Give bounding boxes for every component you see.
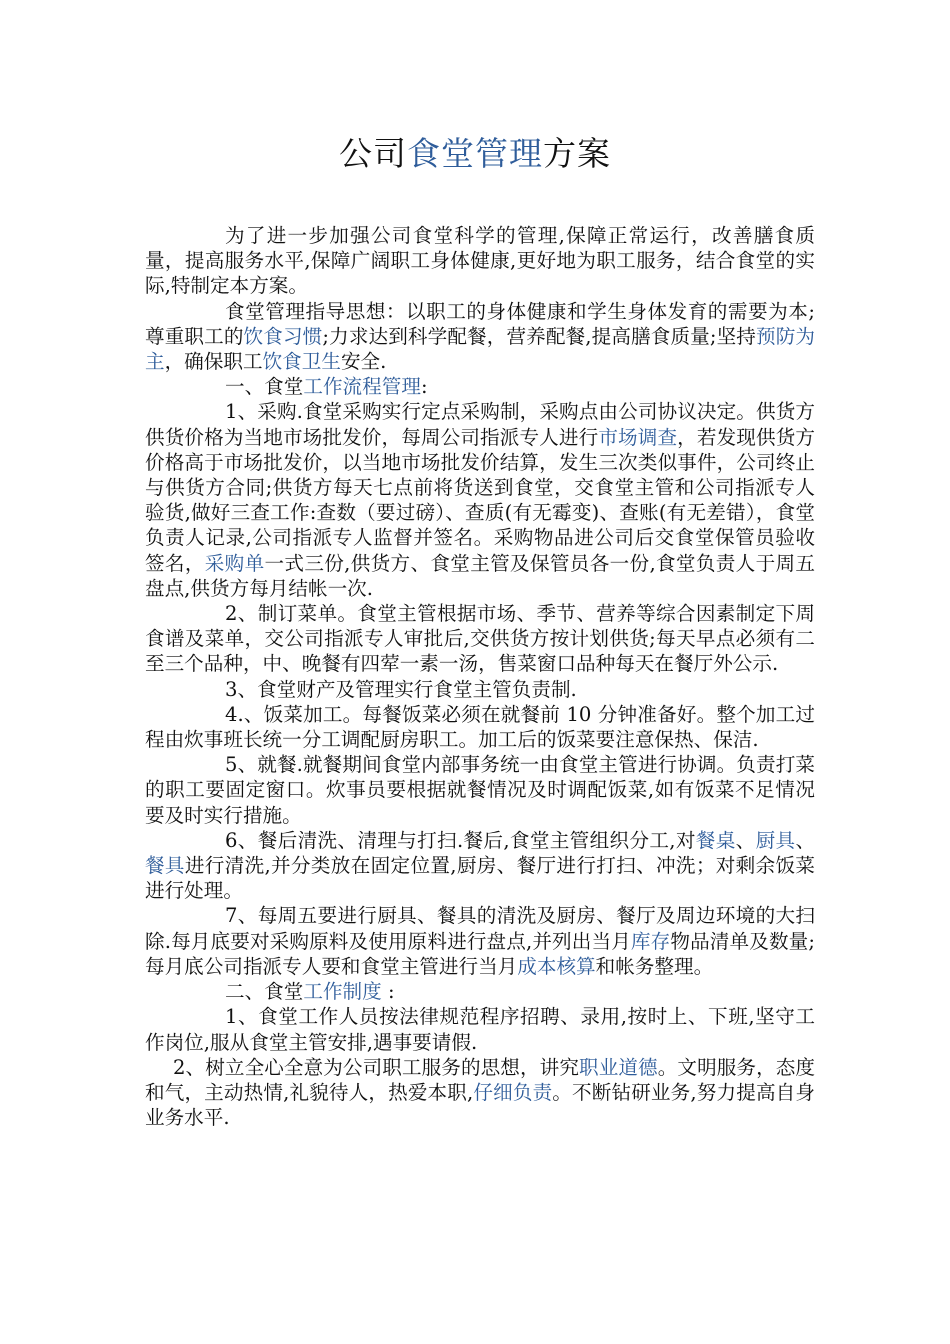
hyperlink[interactable]: 餐桌 (695, 828, 736, 852)
paragraph (145, 702, 815, 752)
paragraph (145, 1004, 815, 1054)
paragraph-text: 二、食堂 (225, 980, 304, 1004)
hyperlink[interactable]: 职业道德 (579, 1055, 658, 1079)
paragraph (145, 828, 815, 904)
paragraph-text: 2、制订菜单。食堂主管根据市场、季节、营养等综合因素制定下周食谱及菜单，交公司指派专人审批后,交供货方按计划供货;每天早点必须有二至三个品种，中、晚餐有四荤一素一汤，售菜窗口品种每天在餐厅外公示. (145, 602, 815, 676)
hyperlink[interactable]: 预防为主 (145, 324, 816, 374)
paragraph-text: : (420, 375, 428, 399)
paragraph (145, 299, 815, 375)
paragraph-text: 4.、饭菜加工。每餐饭菜必须在就餐前 10 分钟准备好。整个加工过程由炊事班长统一分工调配厨房职工。加工后的饭菜要注意保热、保洁. (145, 702, 815, 752)
hyperlink[interactable]: 市场调查 (598, 425, 678, 449)
paragraph-text: 6、餐后清洗、清理与打扫.餐后,食堂主管组织分工,对 (225, 828, 696, 852)
paragraph (145, 752, 815, 828)
hyperlink[interactable]: 工作流程管理 (303, 375, 421, 399)
paragraph-text: 1、食堂工作人员按法律规范程序招聘、录用,按时上、下班,坚守工作岗位,服从食堂主管安排,遇事要请假. (145, 1005, 815, 1054)
paragraph-text: 。文明服务，态度和气，主动热情,礼貌待人，热爱本职, (145, 1055, 816, 1104)
paragraph-text: 一、食堂 (225, 375, 304, 399)
title-suffix: 方案 (543, 134, 611, 173)
hyperlink[interactable]: 餐具 (145, 854, 185, 878)
paragraph (145, 979, 815, 1004)
paragraph (145, 601, 815, 677)
title-prefix: 公司 (339, 134, 407, 173)
paragraph-text: 5、就餐.就餐期间食堂内部事务统一由食堂主管进行协调。负责打菜的职工要固定窗口。炊事员要根据就餐情况及时调配饭菜,如有饭菜不足情况要及时实行措施。 (145, 753, 815, 827)
paragraph (145, 223, 815, 299)
paragraph-text: ，若发现供货方价格高于市场批发价，以当地市场批发价结算，发生三次类似事件，公司终止与供货方合同;供货方每天七点前将货送到食堂，交食堂主管和公司指派专人验货,做好三查工作:查数（要过磅）、查质(有无霉变)、查账(有无差错），食堂负责人记录,公司指派专人监督并签名。采购物品进公司后交食堂保管员验收签名， (145, 425, 816, 575)
hyperlink[interactable]: 仔细负责 (473, 1080, 553, 1104)
paragraph-text: ;力求达到科学配餐，营养配餐,提高膳食质量;坚持 (322, 324, 757, 348)
paragraph (145, 903, 815, 979)
paragraph-text: 2、树立全心全意为公司职工服务的思想，讲究 (173, 1055, 580, 1079)
paragraph-text: : (381, 980, 395, 1004)
document-body (145, 223, 815, 1130)
title-link-canteen-management[interactable]: 食堂管理 (407, 134, 543, 173)
hyperlink[interactable]: 厨具 (755, 828, 796, 852)
paragraph-text: 1、采购.食堂采购实行定点采购制，采购点由公司协议决定。供货方供货价格为当地市场批发价，每周公司指派专人进行 (145, 400, 815, 449)
hyperlink[interactable]: 工作制度 (303, 980, 382, 1004)
paragraph-text: 7、每周五要进行厨具、餐具的清洗及厨房、餐厅及周边环境的大扫除.每月底要对采购原料及使用原料进行盘点,并列出当月 (145, 904, 815, 953)
hyperlink[interactable]: 采购单 (204, 551, 265, 575)
paragraph-text: 、 (795, 828, 816, 852)
paragraph-text: 和帐务整理。 (595, 954, 714, 978)
paragraph-text: 3、食堂财产及管理实行食堂主管负责制. (225, 677, 577, 701)
paragraph-text: 食堂管理指导思想：以职工的身体健康和学生身体发育的需要为本;尊重职工的 (145, 299, 815, 348)
document-title (0, 128, 950, 175)
paragraph (145, 399, 815, 601)
paragraph-text: ，确保职工 (164, 350, 263, 374)
paragraph-text: 进行清洗,并分类放在固定位置,厨房、餐厅进行打扫、冲洗；对剩余饭菜进行处理。 (145, 854, 815, 903)
paragraph-text: 一式三份,供货方、食堂主管及保管员各一份,食堂负责人于周五盘点,供货方每月结帐一次. (145, 551, 815, 600)
hyperlink[interactable]: 成本核算 (517, 954, 596, 978)
paragraph-text: 。不断钻研业务,努力提高自身业务水平. (145, 1080, 815, 1130)
hyperlink[interactable]: 饮食习惯 (243, 324, 323, 348)
paragraph (145, 677, 815, 702)
paragraph-text: 为了进一步加强公司食堂科学的管理,保障正常运行，改善膳食质量，提高服务水平,保障广阔职工身体健康,更好地为职工服务，结合食堂的实际,特制定本方案。 (145, 224, 815, 298)
paragraph-text: 安全. (340, 350, 387, 374)
paragraph-text: 物品清单及数量;每月底公司指派专人要和食堂主管进行当月 (145, 929, 815, 978)
paragraph (145, 1055, 815, 1131)
paragraph (145, 374, 815, 399)
hyperlink[interactable]: 饮食卫生 (262, 350, 341, 374)
hyperlink[interactable]: 库存 (630, 929, 671, 953)
paragraph-text: 、 (735, 828, 756, 852)
